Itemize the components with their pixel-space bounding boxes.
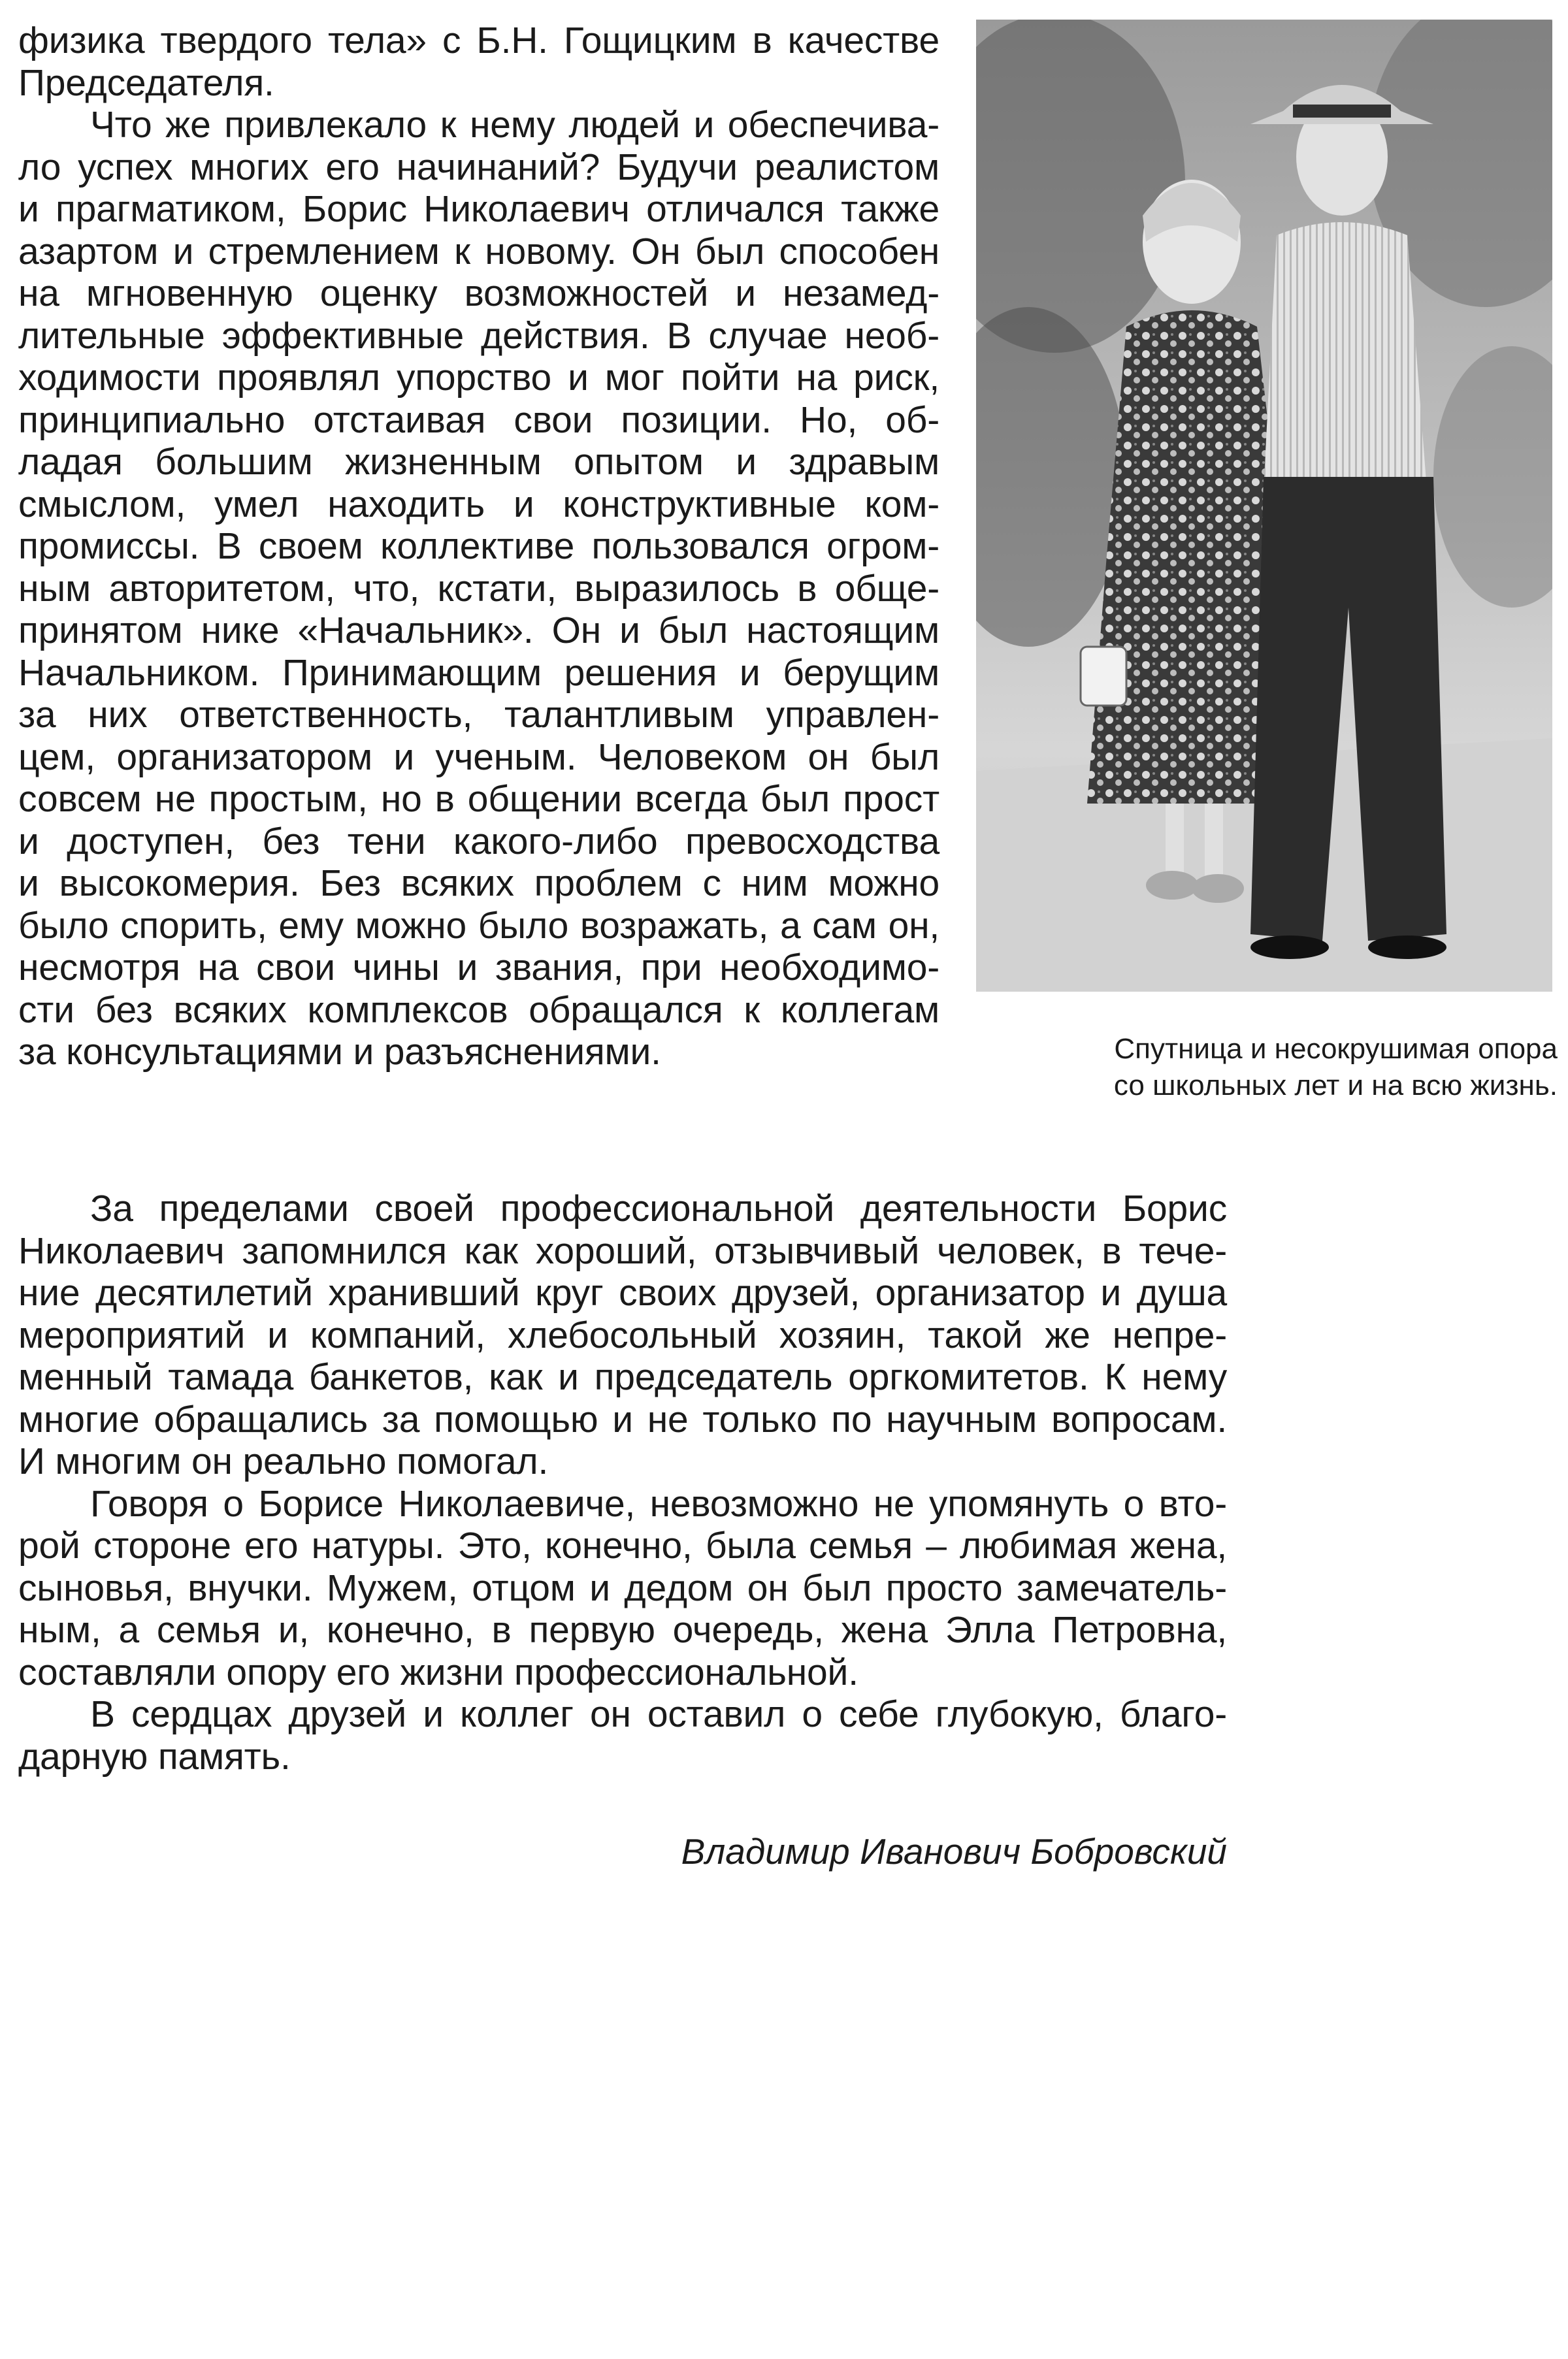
article-line: было спорить, ему можно было возражать, а сам он,	[18, 904, 939, 947]
article-line: Николаевич запомнился как хороший, отзывчивый человек, в тече-	[18, 1229, 1227, 1272]
article-line: и доступен, без тени какого-либо превосходства	[18, 820, 939, 862]
article-line: менный тамада банкетов, как и председатель оргкомитетов. К нему	[18, 1356, 1227, 1398]
article-full-width	[18, 1188, 1227, 1778]
caption-line: со школьных лет и на всю жизнь.	[1113, 1069, 1558, 1101]
photo-caption	[976, 1031, 1558, 1104]
article-line: принципиально отстаивая свои позиции. Но, об-	[18, 399, 939, 441]
article-line: И многим он реально помогал.	[18, 1440, 549, 1482]
article-line: ходимости проявлял упорство и мог пойти на риск,	[18, 357, 939, 399]
article-line: несмотря на свои чины и звания, при необходимо-	[18, 947, 939, 988]
couple-photo-image	[976, 20, 1552, 992]
article-line: ладая большим жизненным опытом и здравым	[18, 441, 939, 483]
article-line: ло успех многих его начинаний? Будучи реалистом	[18, 146, 939, 188]
article-line: Начальником. Принимающим решения и берущим	[18, 651, 939, 694]
article-line: цем, организатором и ученым. Человеком он был	[18, 736, 939, 778]
article-line: многие обращались за помощью и не только по научным вопросам.	[18, 1398, 1227, 1440]
article-line: ние десятилетий хранивший круг своих друзей, организатор и душа	[18, 1272, 1227, 1314]
article-line: Что же привлекало к нему людей и обеспечива-	[90, 104, 939, 146]
article-line: Говоря о Борисе Николаевиче, невозможно не упомянуть о вто-	[90, 1482, 1227, 1525]
article-column	[18, 20, 939, 1073]
article-line: рой стороне его натуры. Это, конечно, была семья – любимая жена,	[18, 1525, 1227, 1567]
article-line: ным авторитетом, что, кстати, выразилось в обще-	[18, 567, 939, 610]
article-line: лительные эффективные действия. В случае необ-	[18, 314, 939, 357]
article-line: азартом и стремлением к новому. Он был способен	[18, 230, 939, 272]
article-line: промиссы. В своем коллективе пользовался огром-	[18, 525, 939, 567]
article-line: В сердцах друзей и коллег он оставил о себе глубокую, благо-	[90, 1693, 1227, 1735]
article-line: За пределами своей профессиональной деятельности Борис	[90, 1188, 1227, 1229]
article-line: сыновья, внучки. Мужем, отцом и дедом он был просто замечатель-	[18, 1567, 1227, 1609]
article-line: и высокомерия. Без всяких проблем с ним можно	[18, 862, 939, 904]
article-line: ным, а семья и, конечно, в первую очередь, жена Элла Петровна,	[18, 1609, 1227, 1651]
article-line: мероприятий и компаний, хлебосольный хозяин, такой же непре-	[18, 1314, 1227, 1356]
author-signature: Владимир Иванович Бобровский	[681, 1831, 1227, 1872]
article-line: смыслом, умел находить и конструктивные ком-	[18, 483, 939, 525]
article-line: за них ответственность, талантливым управлен-	[18, 694, 939, 736]
article-line: составляли опору его жизни профессиональной.	[18, 1651, 858, 1693]
article-line: совсем не простым, но в общении всегда был прост	[18, 778, 939, 820]
article-line: дарную память.	[18, 1735, 291, 1778]
article-line: сти без всяких комплексов обращался к коллегам	[18, 988, 939, 1031]
article-line: и прагматиком, Борис Николаевич отличался также	[18, 188, 939, 230]
article-line: Председателя.	[18, 61, 274, 104]
couple-photo	[976, 20, 1552, 992]
caption-line: Спутница и несокрушимая опора	[1114, 1033, 1558, 1065]
article-line: на мгновенную оценку возможностей и незамед-	[18, 272, 939, 314]
article-line: физика твердого тела» с Б.Н. Гощицким в качестве	[18, 20, 939, 61]
article-line: за консультациями и разъяснениями.	[18, 1031, 661, 1073]
article-line: принятом нике «Начальник». Он и был настоящим	[18, 610, 939, 651]
